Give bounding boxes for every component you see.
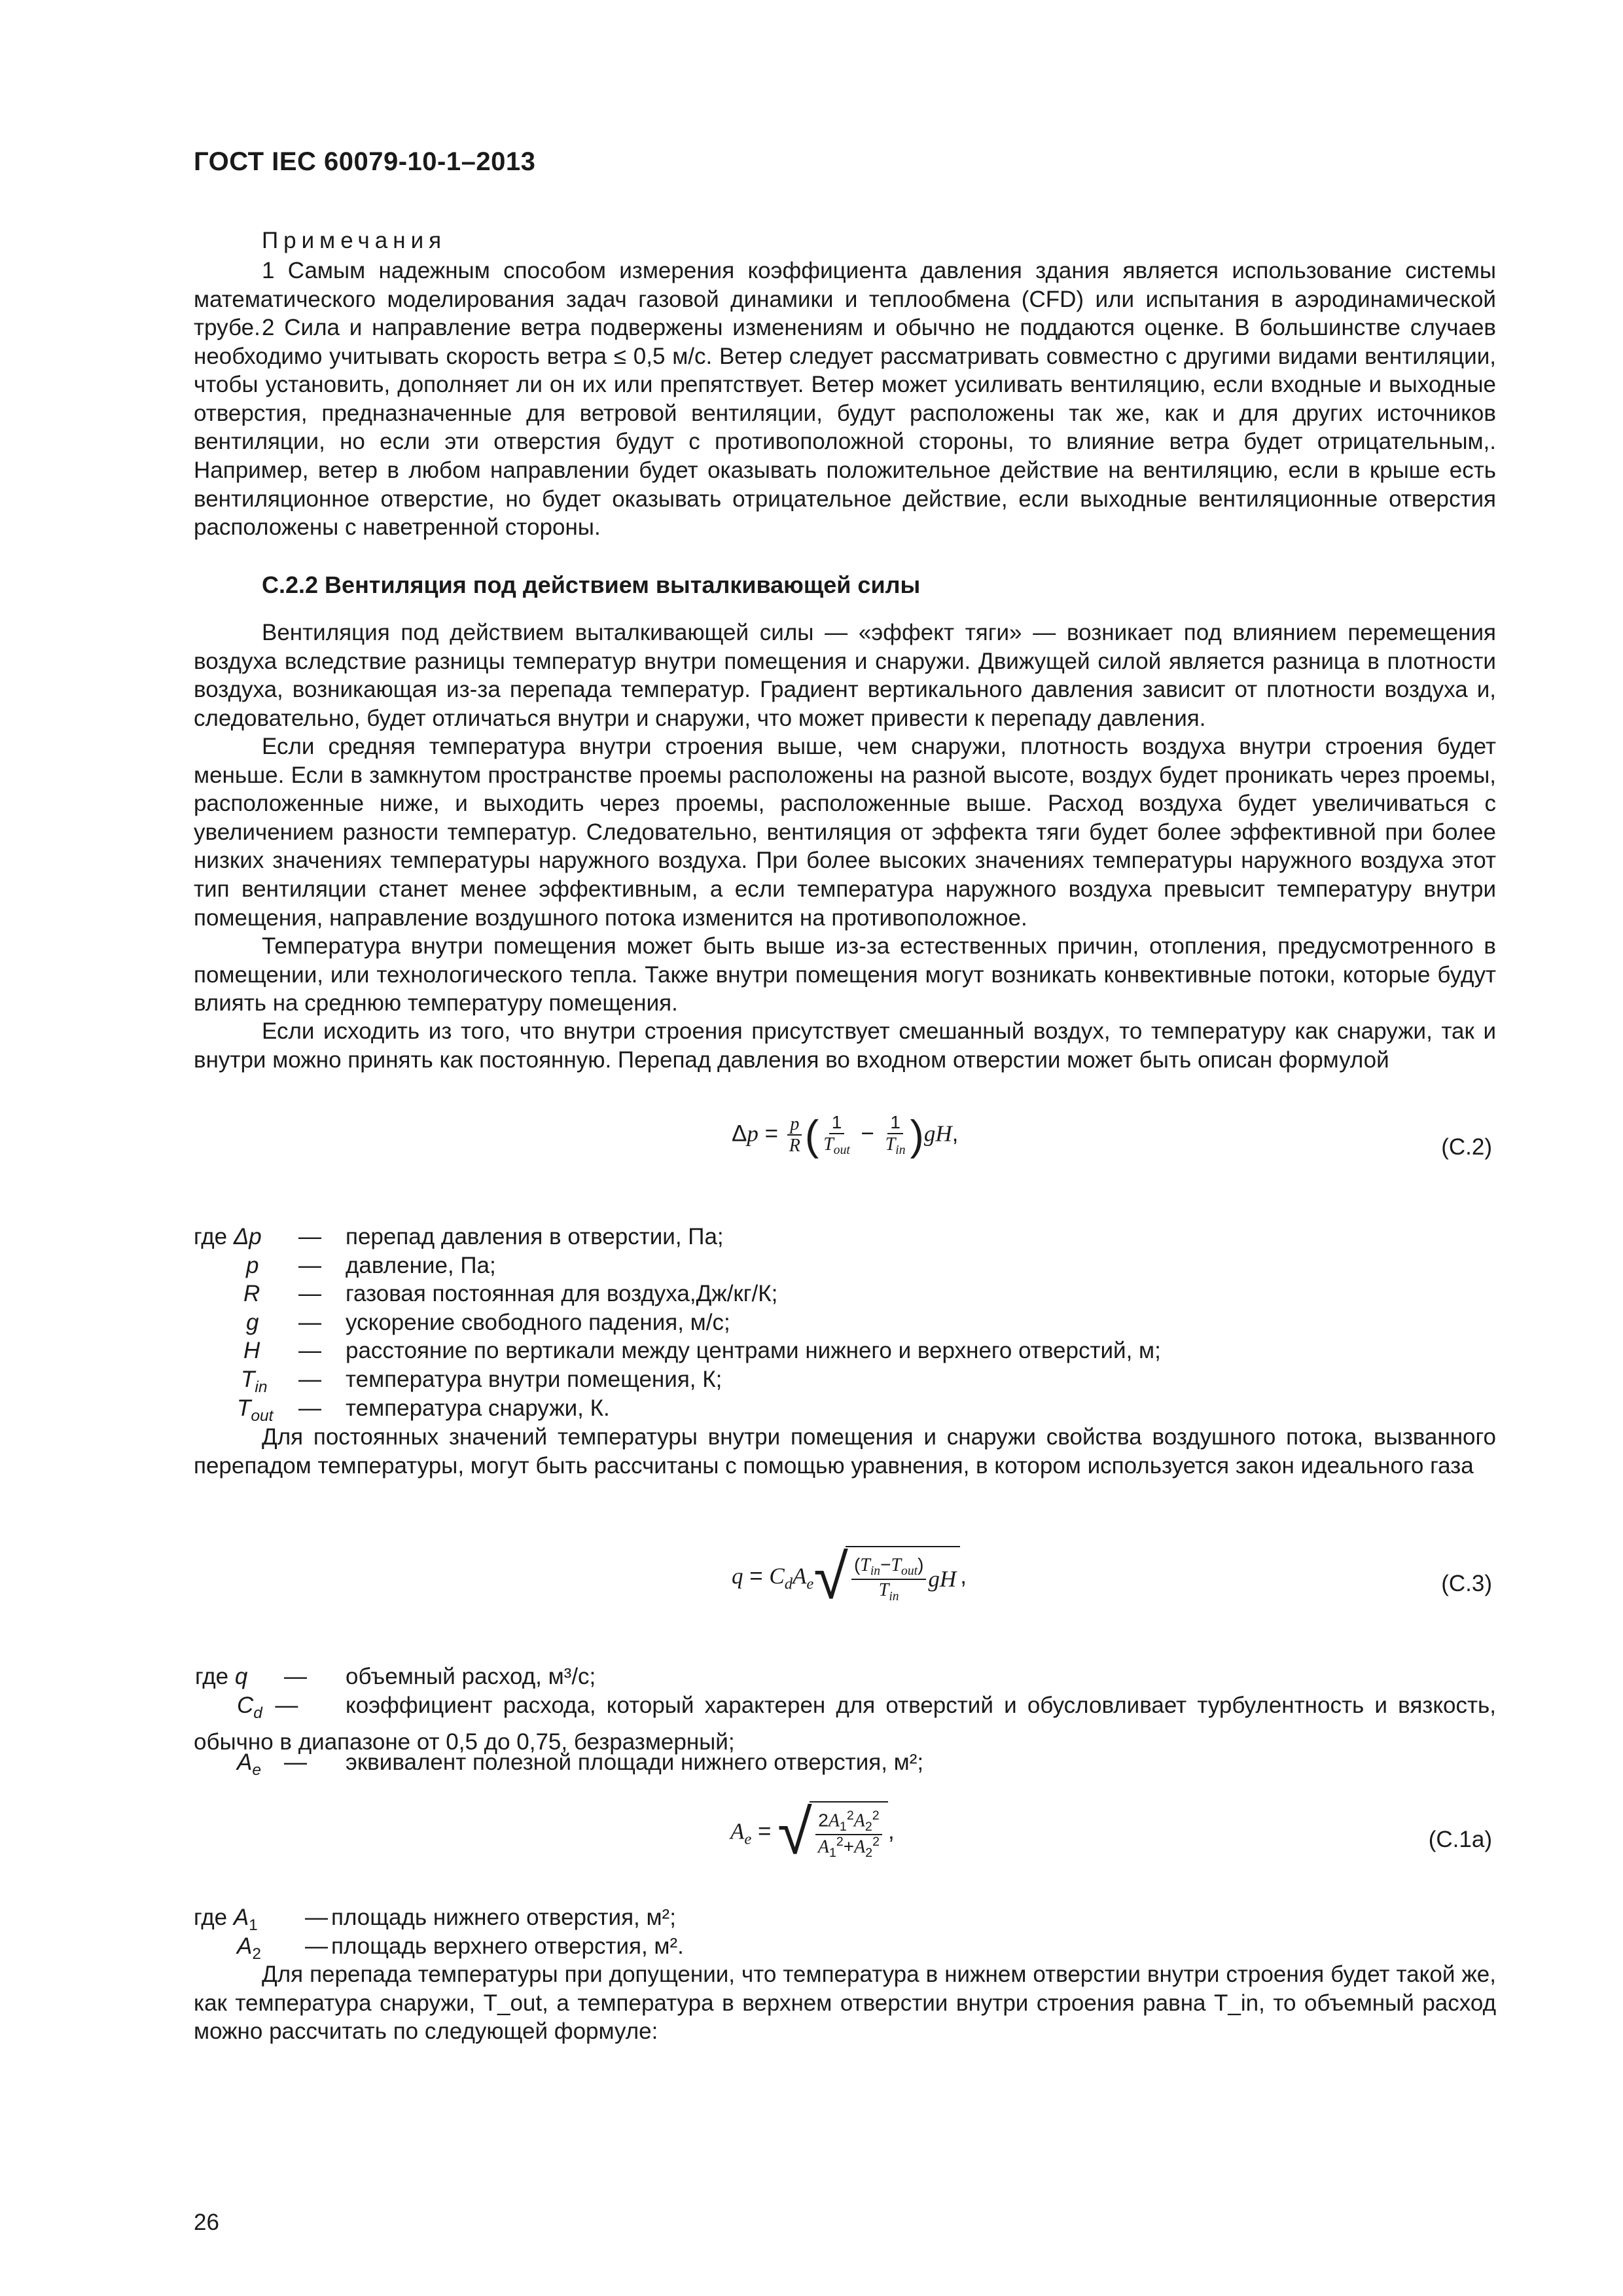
definition-row: где $A_1$ — площадь нижнего отверстия, м²; <box>194 1905 676 1934</box>
definitions-ae <box>194 1748 1496 1777</box>
formula-c2: Δp = $\frac{p}{R}$ ( $\frac{1}{T_{out}}$ − $\frac{1}{T_{in}}$ )gH, <box>732 1111 959 1159</box>
definitions-c3 <box>194 1662 1496 1691</box>
document-header: ГОСТ IEC 60079-10-1–2013 <box>194 147 536 176</box>
definition-row: p — давление, Па; <box>246 1252 496 1278</box>
section-title: С.2.2 Вентиляция под действием выталкивающей силы <box>262 571 921 598</box>
definitions-c2 <box>194 1223 1496 1425</box>
definition-row: $A_2$ — площадь верхнего отверстия, м². <box>237 1933 684 1963</box>
page-number: 26 <box>194 2210 219 2235</box>
definition-cd: $C_d$ — коэффициент расхода, который характерен для отверстий и обусловливает турбулентность и вязкость, обычно в диапазоне от 0,5 до 0,75, безразмерный; <box>194 1693 1496 1755</box>
formula-c3-number: (С.3) <box>1441 1571 1492 1596</box>
definition-row: $T_{out}$ — температура снаружи, К. <box>237 1395 610 1425</box>
note-1: 1 Самым надежным способом измерения коэффициента давления здания является использование системы математического моделирования задач газовой динамики и теплообмена (CFD) или испытания в аэродинамической трубе. <box>194 258 1496 341</box>
formula-c1a: $A_e$ = √ $\frac{2A_1^2A_2^2}{A_1^2+A_2^2}$ , <box>730 1797 895 1867</box>
definition-row: R — газовая постоянная для воздуха,Дж/кг/К; <box>243 1281 778 1307</box>
definitions-c1a <box>194 1903 1496 1963</box>
paragraph-4: Если исходить из того, что внутри строения присутствует смешанный воздух, то температуру как снаружи, так и внутри можно принять как постоянную. Перепад давления во входном отверстии может быть описан формулой <box>194 1018 1496 1073</box>
definition-row: $T_{in}$ — температура внутри помещения, К; <box>241 1366 722 1396</box>
paragraph-ideal-gas: Для постоянных значений температуры внутри помещения и снаружи свойства воздушного потока, вызванного перепадом температуры, могут быть рассчитаны с помощью уравнения, в котором используется закон идеального газа <box>194 1424 1496 1479</box>
paragraph-1: Вентиляция под действием выталкивающей силы — «эффект тяги» — возникает под влиянием перемещения воздуха вследствие разницы температур внутри помещения и снаружи. Движущей силой является разница в плотности воздуха, возникающая из-за перепада температур. Градиент вертикального давления зависит от плотности воздуха и, следовательно, будет отличаться внутри и снаружи, что может привести к перепаду давления. <box>194 620 1496 731</box>
definition-row: $A_e$ — эквивалент полезной площади нижнего отверстия, м²; <box>237 1749 924 1779</box>
formula-c3: $q = C_dA_e$ √ $\frac{(T_{in}-T_{out})}{T_{in}}$ gH , <box>732 1542 967 1612</box>
note-2: 2 Сила и направление ветра подвержены изменениям и обычно не поддаются оценке. В большинстве случаев необходимо учитывать скорость ветра ≤ 0,5 м/с. Ветер следует рассматривать совместно с другими видами вентиляции, чтобы установить, дополняет ли он их или препятствует. Ветер может усиливать вентиляцию, если входные и выходные отверстия, предназначенные для ветровой вентиляции, будут расположены так же, как и для других источников вентиляции, но если эти отверстия будут с противоположной стороны, то влияние ветра будет отрицательным,. Например, ветер в любом направлении будет оказывать положительное действие на вентиляцию, если в крыше есть вентиляционное отверстие, но будет оказывать отрицательное действие, если выходные вентиляционные отверстия расположены с наветренной стороны. <box>194 315 1496 541</box>
definition-row: H — расстояние по вертикали между центрами нижнего и верхнего отверстий, м; <box>243 1338 1161 1364</box>
definition-row: где q — объемный расход, м³/с; <box>195 1664 596 1689</box>
definition-row: где Δp — перепад давления в отверстии, Па; <box>194 1224 724 1249</box>
paragraph-3: Температура внутри помещения может быть выше из-за естественных причин, отопления, предусмотренного в помещении, или технологического тепла. Также внутри помещения могут возникать конвективные потоки, которые будут влиять на среднюю температуру помещения. <box>194 933 1496 1016</box>
formula-c2-number: (С.2) <box>1441 1134 1492 1160</box>
notes-heading: Примечания <box>262 228 447 253</box>
definition-row: g — ускорение свободного падения, м/с; <box>246 1309 730 1335</box>
final-paragraph: Для перепада температуры при допущении, что температура в нижнем отверстии внутри строения будет такой же, как температура снаружи, T_out, а температура в верхнем отверстии внутри строения равна T_in, то объемный расход можно рассчитать по следующей формуле: <box>194 1962 1496 2045</box>
formula-c1a-number: (С.1а) <box>1428 1827 1492 1852</box>
paragraph-2: Если средняя температура внутри строения выше, чем снаружи, плотность воздуха внутри строения будет меньше. Если в замкнутом пространстве проемы расположены на разной высоте, воздух будет проникать через проемы, расположенные ниже, и выходить через проемы, расположенные выше. Расход воздуха будет увеличиваться с увеличением разности температур. Следовательно, вентиляция от эффекта тяги будет более эффективной при более низких значениях температуры наружного воздуха. При более высоких значениях температуры наружного воздуха этот тип вентиляции станет менее эффективным, а если температура наружного воздуха превысит температуру внутри помещения, направление воздушного потока изменится на противоположное. <box>194 734 1496 931</box>
